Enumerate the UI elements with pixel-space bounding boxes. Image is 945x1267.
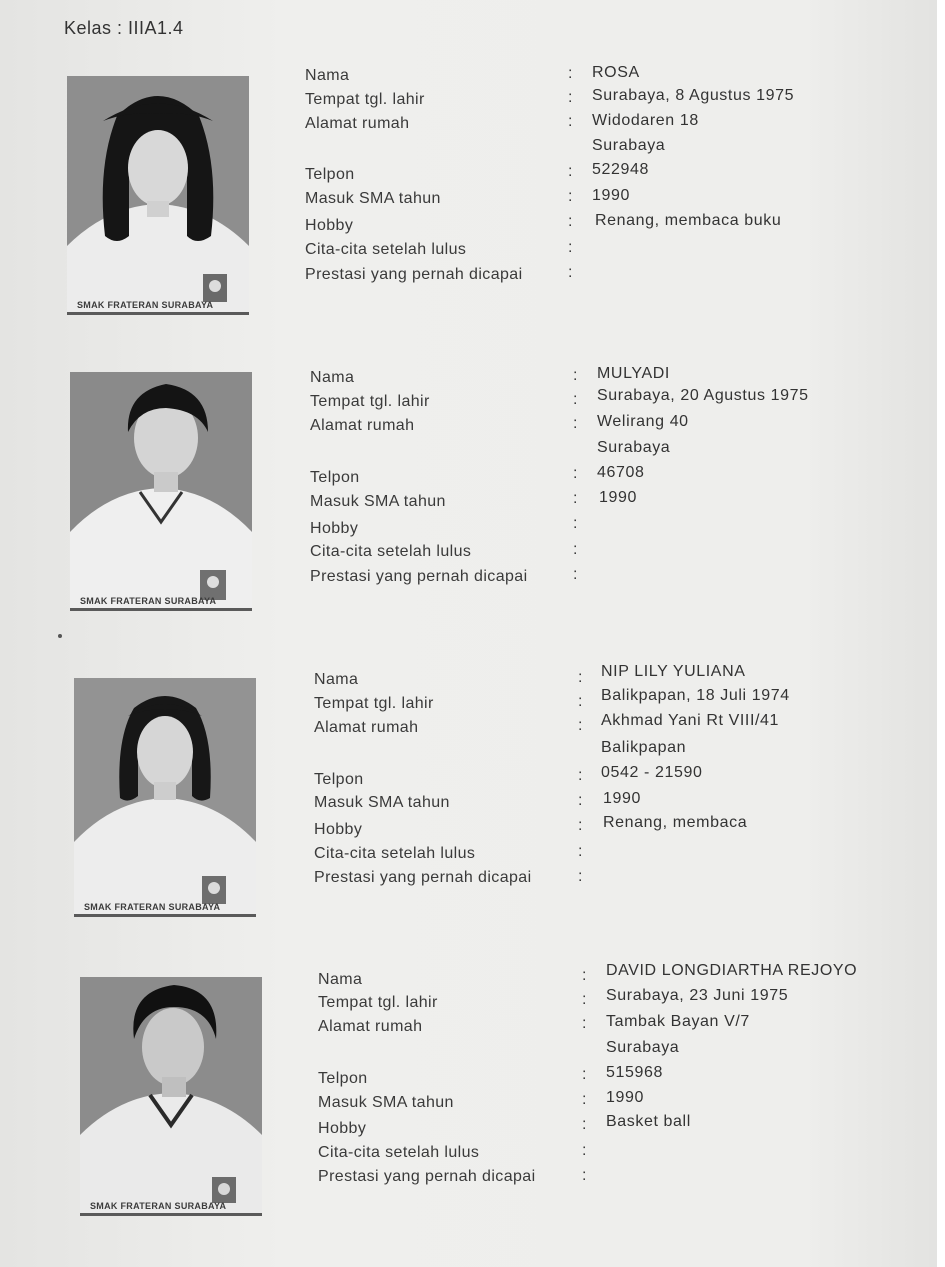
label-hobby: Hobby [310, 520, 359, 537]
label-hobby: Hobby [314, 821, 363, 838]
colon: : [578, 717, 583, 734]
value-tempat-tgl-lahir: Surabaya, 23 Juni 1975 [606, 987, 789, 1004]
value-masuk-sma-tahun: 1990 [606, 1089, 644, 1106]
label-cita-cita: Cita-cita setelah lulus [310, 543, 472, 560]
colon: : [573, 391, 578, 408]
student-entry-1 [0, 62, 945, 362]
colon: : [573, 367, 578, 384]
value-masuk-sma-tahun: 1990 [592, 187, 630, 204]
label-alamat-rumah: Alamat rumah [305, 115, 410, 132]
colon: : [568, 163, 573, 180]
colon: : [578, 792, 583, 809]
portrait-image [67, 76, 249, 312]
value-alamat-line1: Tambak Bayan V/7 [606, 1013, 750, 1030]
label-alamat-rumah: Alamat rumah [318, 1018, 423, 1035]
colon: : [582, 991, 587, 1008]
value-masuk-sma-tahun: 1990 [599, 489, 637, 506]
label-nama: Nama [305, 67, 350, 84]
colon: : [573, 541, 578, 558]
student-photo [67, 76, 249, 315]
colon: : [578, 767, 583, 784]
colon: : [578, 693, 583, 710]
label-nama: Nama [314, 671, 359, 688]
label-alamat-rumah: Alamat rumah [310, 417, 415, 434]
value-masuk-sma-tahun: 1990 [603, 790, 641, 807]
value-telpon: 46708 [597, 464, 645, 481]
colon: : [578, 843, 583, 860]
value-alamat-line2: Surabaya [592, 137, 666, 154]
value-hobby: Renang, membaca buku [595, 212, 782, 229]
colon: : [568, 239, 573, 256]
student-photo [80, 977, 262, 1216]
value-alamat-line2: Balikpapan [601, 739, 687, 756]
label-tempat-tgl-lahir: Tempat tgl. lahir [310, 393, 430, 410]
label-masuk-sma-tahun: Masuk SMA tahun [314, 794, 450, 811]
colon: : [582, 1091, 587, 1108]
label-masuk-sma-tahun: Masuk SMA tahun [305, 190, 441, 207]
label-masuk-sma-tahun: Masuk SMA tahun [310, 493, 446, 510]
label-telpon: Telpon [318, 1070, 368, 1087]
colon: : [568, 188, 573, 205]
colon: : [582, 967, 587, 984]
value-hobby: Basket ball [606, 1113, 691, 1130]
student-photo [70, 372, 252, 611]
colon: : [582, 1015, 587, 1032]
value-telpon: 522948 [592, 161, 649, 178]
value-tempat-tgl-lahir: Balikpapan, 18 Juli 1974 [601, 687, 790, 704]
label-tempat-tgl-lahir: Tempat tgl. lahir [314, 695, 434, 712]
value-nama: ROSA [592, 64, 640, 81]
class-label: Kelas : IIIA1.4 [64, 18, 184, 38]
label-prestasi: Prestasi yang pernah dicapai [305, 266, 523, 283]
colon: : [582, 1066, 587, 1083]
value-hobby: Renang, membaca [603, 814, 748, 831]
colon: : [568, 89, 573, 106]
colon: : [568, 113, 573, 130]
value-telpon: 0542 - 21590 [601, 764, 703, 781]
label-tempat-tgl-lahir: Tempat tgl. lahir [305, 91, 425, 108]
colon: : [568, 213, 573, 230]
label-nama: Nama [318, 971, 363, 988]
label-telpon: Telpon [314, 771, 364, 788]
colon: : [573, 515, 578, 532]
portrait-image [70, 372, 252, 608]
label-hobby: Hobby [305, 217, 354, 234]
colon: : [573, 415, 578, 432]
colon: : [578, 868, 583, 885]
photo-caption: SMAK FRATERAN SURABAYA [80, 596, 217, 606]
student-entry-3 [0, 663, 945, 966]
value-alamat-line1: Widodaren 18 [592, 112, 699, 129]
value-nama: DAVID LONGDIARTHA REJOYO [606, 962, 858, 979]
colon: : [582, 1142, 587, 1159]
value-telpon: 515968 [606, 1064, 663, 1081]
value-alamat-line1: Welirang 40 [597, 413, 689, 430]
value-alamat-line2: Surabaya [606, 1039, 680, 1056]
colon: : [573, 490, 578, 507]
label-cita-cita: Cita-cita setelah lulus [305, 241, 467, 258]
colon: : [578, 669, 583, 686]
photo-caption: SMAK FRATERAN SURABAYA [84, 902, 221, 912]
colon: : [582, 1167, 587, 1184]
label-hobby: Hobby [318, 1120, 367, 1137]
value-tempat-tgl-lahir: Surabaya, 8 Agustus 1975 [592, 87, 795, 104]
colon: : [582, 1116, 587, 1133]
value-alamat-line1: Akhmad Yani Rt VIII/41 [601, 712, 780, 729]
label-telpon: Telpon [305, 166, 355, 183]
value-tempat-tgl-lahir: Surabaya, 20 Agustus 1975 [597, 387, 809, 404]
value-alamat-line2: Surabaya [597, 439, 671, 456]
label-prestasi: Prestasi yang pernah dicapai [310, 568, 528, 585]
label-alamat-rumah: Alamat rumah [314, 719, 419, 736]
value-nama: MULYADI [597, 365, 670, 382]
portrait-image [74, 678, 256, 914]
colon: : [573, 566, 578, 583]
label-prestasi: Prestasi yang pernah dicapai [314, 869, 532, 886]
student-entry-2 [0, 364, 945, 664]
student-photo [74, 678, 256, 917]
photo-caption: SMAK FRATERAN SURABAYA [90, 1201, 227, 1211]
colon: : [578, 817, 583, 834]
colon: : [568, 264, 573, 281]
value-nama: NIP LILY YULIANA [601, 663, 746, 680]
label-telpon: Telpon [310, 469, 360, 486]
portrait-image [80, 977, 262, 1213]
colon: : [568, 65, 573, 82]
student-entry-4 [0, 962, 945, 1267]
label-prestasi: Prestasi yang pernah dicapai [318, 1168, 536, 1185]
label-masuk-sma-tahun: Masuk SMA tahun [318, 1094, 454, 1111]
label-cita-cita: Cita-cita setelah lulus [314, 845, 476, 862]
photo-caption: SMAK FRATERAN SURABAYA [77, 300, 214, 310]
label-cita-cita: Cita-cita setelah lulus [318, 1144, 480, 1161]
label-tempat-tgl-lahir: Tempat tgl. lahir [318, 994, 438, 1011]
label-nama: Nama [310, 369, 355, 386]
colon: : [573, 465, 578, 482]
